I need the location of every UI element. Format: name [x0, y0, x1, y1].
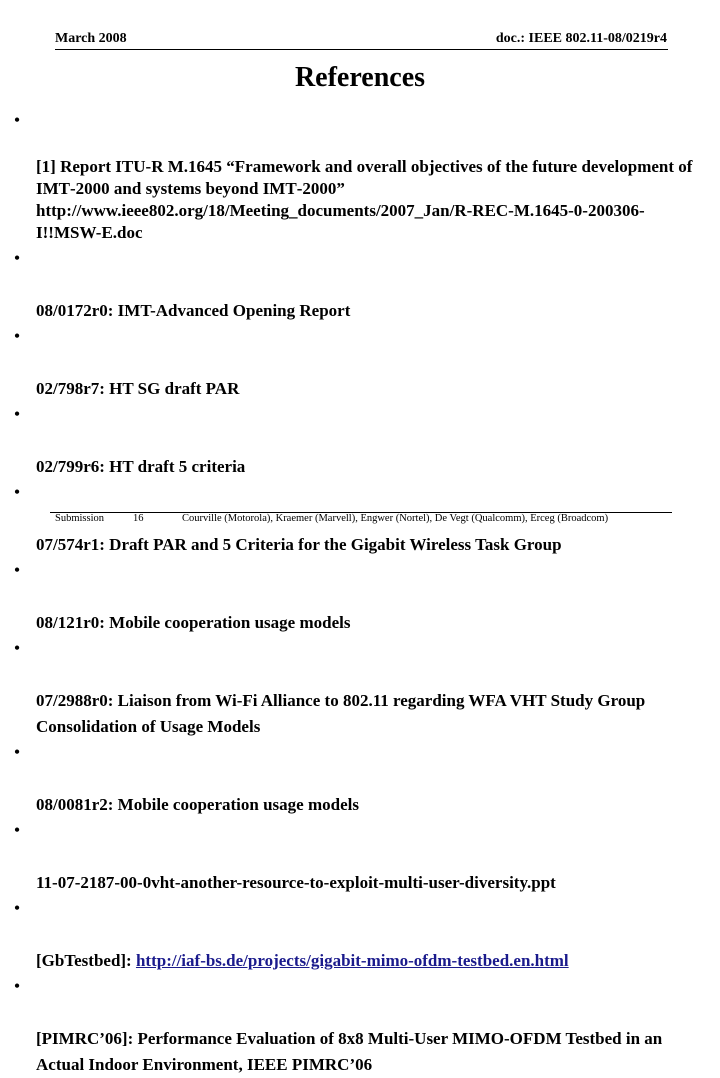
reference-text: [PIMRC’06]: Performance Evaluation of 8x8 Multi-User MIMO-OFDM Testbed in an Actual Indoor Environment, IEEE PIMRC’06	[36, 1029, 663, 1074]
bullet-icon: •	[14, 112, 20, 129]
reference-item	[8, 402, 708, 480]
reference-text: 11-07-2187-00-0vht-another-resource-to-exploit-multi-user-diversity.ppt	[36, 873, 556, 892]
bullet-icon: •	[14, 640, 20, 657]
reference-text: [1] Report ITU-R M.1645 “Framework and overall objectives of the future development of IMT‑2000 and systems beyond IMT‑2000” http://www.ieee802.org/18/Meeting_documents/2007_Jan/R-REC-M.1645-0-200306-I!!MSW-E.doc	[36, 157, 693, 242]
header-doc-id: doc.: IEEE 802.11-08/0219r4	[495, 31, 667, 46]
reference-item	[8, 818, 708, 896]
bullet-icon: •	[14, 822, 20, 839]
reference-item	[8, 246, 708, 324]
reference-list	[8, 110, 708, 1078]
reference-item	[8, 740, 708, 818]
reference-item	[8, 324, 708, 402]
bullet-icon: •	[14, 562, 20, 579]
footer-page-number: 16	[133, 513, 144, 524]
reference-text: 08/121r0: Mobile cooperation usage models	[36, 613, 351, 632]
footer-authors: Courville (Motorola), Kraemer (Marvell), Engwer (Nortel), De Vegt (Qualcomm), Erceg (Broadcom)	[182, 513, 609, 524]
footer-submission: Submission	[55, 513, 105, 524]
bullet-icon: •	[14, 406, 20, 423]
reference-text: 02/799r6: HT draft 5 criteria	[36, 457, 246, 476]
reference-text: [GbTestbed]:	[36, 951, 136, 970]
bullet-icon: •	[14, 484, 20, 501]
reference-text: 08/0172r0: IMT-Advanced Opening Report	[36, 301, 351, 320]
reference-item	[8, 974, 708, 1078]
reference-item	[8, 110, 708, 246]
bullet-icon: •	[14, 900, 20, 917]
reference-item	[8, 636, 708, 740]
reference-text: 07/2988r0: Liaison from Wi-Fi Alliance to 802.11 regarding WFA VHT Study Group Consolidation of Usage Models	[36, 691, 646, 736]
bullet-icon: •	[14, 250, 20, 267]
bullet-icon: •	[14, 978, 20, 995]
slide-title: References	[294, 62, 426, 93]
header-date: March 2008	[55, 31, 127, 46]
bullet-icon: •	[14, 744, 20, 761]
reference-text: 08/0081r2: Mobile cooperation usage models	[36, 795, 359, 814]
bullet-icon: •	[14, 328, 20, 345]
header-divider	[55, 49, 668, 50]
reference-item	[8, 896, 708, 974]
testbed-link[interactable]: http://iaf-bs.de/projects/gigabit-mimo-ofdm-testbed.en.html	[135, 951, 569, 970]
reference-text: 02/798r7: HT SG draft PAR	[36, 379, 240, 398]
reference-text: 07/574r1: Draft PAR and 5 Criteria for the Gigabit Wireless Task Group	[36, 535, 562, 554]
reference-item	[8, 558, 708, 636]
